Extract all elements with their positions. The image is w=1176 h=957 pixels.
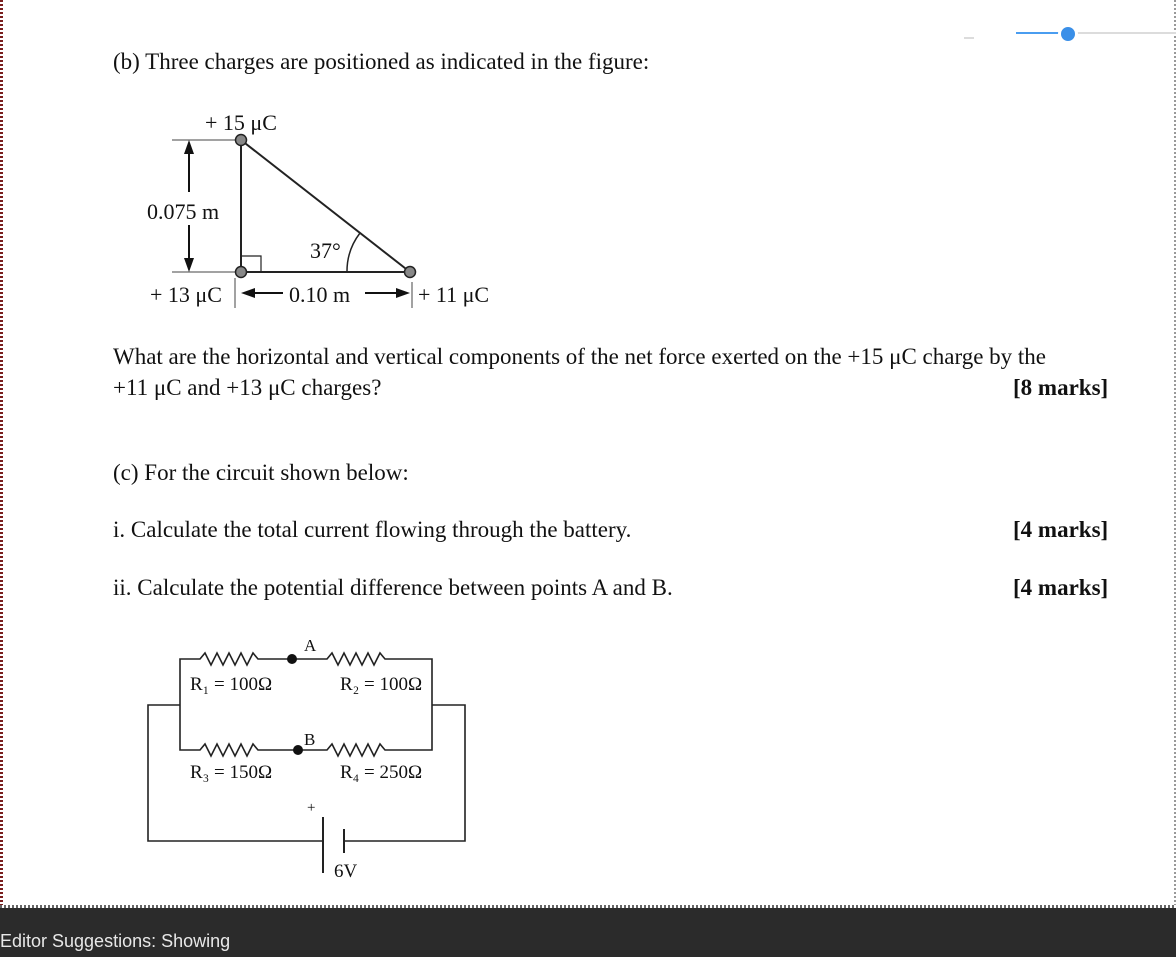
- arrowhead-icon: [184, 258, 194, 272]
- page-border: [0, 0, 3, 908]
- status-bar: [0, 908, 1176, 957]
- arrowhead-icon: [241, 288, 255, 298]
- part-b-question-line-2: +11 μC and +13 μC charges?: [113, 375, 382, 400]
- charge-label-top: + 15 μC: [205, 110, 277, 135]
- part-c-intro: (c) For the circuit shown below:: [113, 460, 409, 485]
- part-c-question-2: ii. Calculate the potential difference between points A and B.: [113, 575, 673, 600]
- part-c-question-2-marks: [4 marks]: [1013, 575, 1109, 600]
- resistor-r1-label: R₁ = 100Ω: [190, 674, 273, 695]
- editor-suggestions-status[interactable]: Editor Suggestions: Showing: [0, 931, 231, 951]
- charge-dot-right: [405, 267, 416, 278]
- resistor-r3-label: R₃ = 150Ω: [190, 762, 273, 783]
- charge-label-right: + 11 μC: [418, 282, 490, 307]
- node-dot-a: [287, 654, 297, 664]
- vertical-distance-label: 0.075 m: [147, 199, 220, 224]
- battery-plus-sign: +: [307, 800, 316, 816]
- arrowhead-icon: [396, 288, 410, 298]
- zoom-out-icon[interactable]: [964, 37, 974, 39]
- part-c-question-1: i. Calculate the total current flowing through the battery.: [113, 517, 632, 542]
- resistor-r3-wire: [180, 705, 298, 756]
- angle-label: 37°: [310, 238, 341, 263]
- charge-dot-left: [236, 267, 247, 278]
- part-b-question-line-1: What are the horizontal and vertical components of the net force exerted on the +15 μC charge by the: [113, 344, 1047, 369]
- part-b-intro: (b) Three charges are positioned as indicated in the figure:: [113, 49, 650, 74]
- zoom-slider-thumb[interactable]: [1058, 24, 1078, 44]
- charge-label-left: + 13 μC: [150, 282, 222, 307]
- resistor-r2-label: R₂ = 100Ω: [340, 674, 423, 695]
- part-c-question-1-marks: [4 marks]: [1013, 517, 1109, 542]
- part-b-marks: [8 marks]: [1013, 375, 1109, 400]
- resistor-r4-label: R₄ = 250Ω: [340, 762, 423, 783]
- horizontal-distance-label: 0.10 m: [289, 282, 351, 307]
- battery-voltage-label: 6V: [334, 861, 358, 882]
- angle-arc: [347, 233, 360, 272]
- point-b-label: B: [304, 730, 316, 749]
- node-dot-b: [293, 745, 303, 755]
- circuit-diagram: [140, 625, 480, 895]
- resistor-r4-wire: [298, 705, 432, 756]
- arrowhead-icon: [184, 140, 194, 154]
- charge-dot-top: [236, 135, 247, 146]
- charges-figure: [140, 100, 520, 320]
- point-a-label: A: [304, 636, 317, 655]
